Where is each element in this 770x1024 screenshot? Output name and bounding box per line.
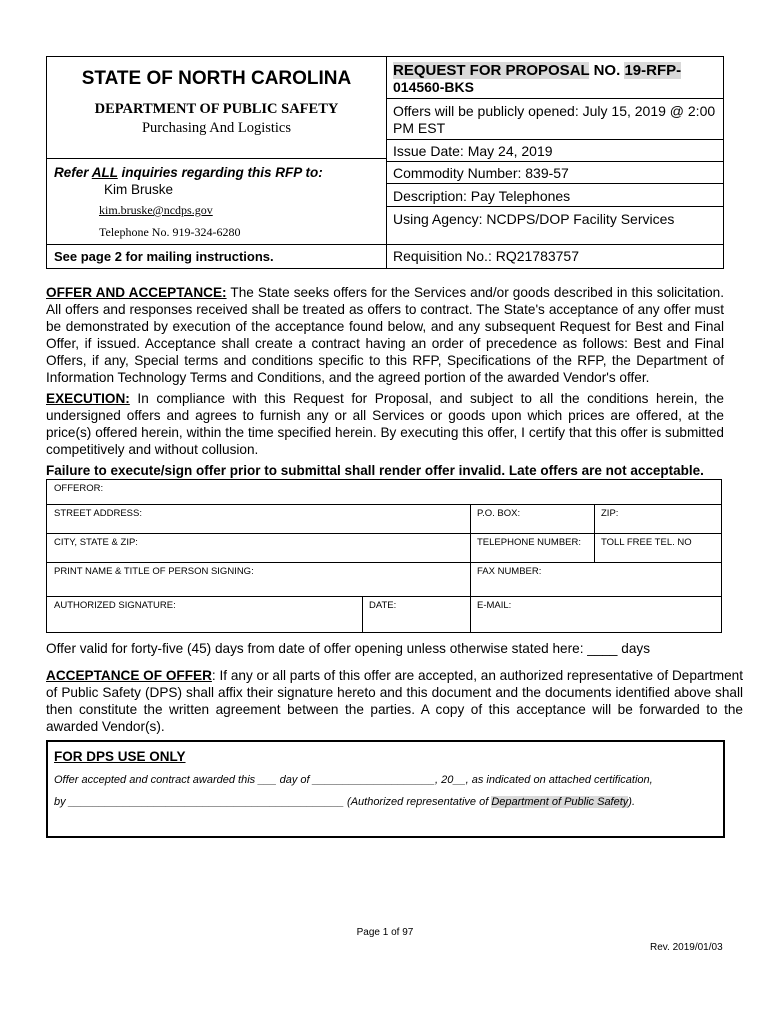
state-title: STATE OF NORTH CAROLINA bbox=[81, 68, 352, 89]
contact-name: Kim Bruske bbox=[104, 182, 174, 197]
signature-field[interactable]: AUTHORIZED SIGNATURE: bbox=[54, 600, 176, 611]
toll-free-field[interactable]: TOLL FREE TEL. NO bbox=[601, 537, 692, 548]
contact-email[interactable]: kim.bruske@ncdps.gov bbox=[99, 203, 213, 217]
contact-phone: Telephone No. 919-324-6280 bbox=[99, 225, 241, 239]
offeror-field[interactable]: OFFEROR: bbox=[54, 483, 104, 494]
print-name-field[interactable]: PRINT NAME & TITLE OF PERSON SIGNING: bbox=[54, 566, 254, 577]
telephone-field[interactable]: TELEPHONE NUMBER: bbox=[477, 537, 581, 548]
dps-heading: FOR DPS USE ONLY bbox=[54, 749, 186, 764]
rfp-title: REQUEST FOR PROPOSAL NO. 19-RFP- bbox=[393, 62, 682, 79]
mailing-instructions: See page 2 for mailing instructions. bbox=[54, 249, 274, 264]
dps-signature-line: by _____________________________________________ (Authorized representative of Department of Public Safety). bbox=[54, 796, 636, 808]
rfp-number: 014560-BKS bbox=[393, 79, 474, 95]
date-field[interactable]: DATE: bbox=[369, 600, 397, 611]
inquiries-label: Refer ALL inquiries regarding this RFP to: bbox=[54, 165, 323, 180]
zip-field[interactable]: ZIP: bbox=[601, 508, 619, 519]
fax-field[interactable]: FAX NUMBER: bbox=[477, 566, 542, 577]
description: Description: Pay Telephones bbox=[393, 188, 571, 204]
execution-paragraph: EXECUTION: In compliance with this Request for Proposal, and subject to all the conditions herein, the undersigned offers and agrees to furnish any or all Services or goods upon which prices are offered, at the price(s) offered herein, within the time specified herein. By executing this offer, I certify that this offer is submitted competitively and without collusion. bbox=[46, 391, 724, 457]
street-address-field[interactable]: STREET ADDRESS: bbox=[54, 508, 142, 519]
revision-date: Rev. 2019/01/03 bbox=[650, 942, 723, 953]
acceptance-paragraph: ACCEPTANCE OF OFFER: If any or all parts of this offer are accepted, an authorized representative of Department of Public Safety (DPS) shall affix their signature hereto and this document and the documents identified above shall then constitute the written agreement between the parties. A copy of this acceptance will be forwarded to the awarded Vendor(s). bbox=[46, 668, 743, 734]
page-number: Page 1 of 97 bbox=[356, 927, 414, 938]
issue-date: Issue Date: May 24, 2019 bbox=[393, 143, 553, 159]
offer-valid-text: Offer valid for forty-five (45) days from date of offer opening unless otherwise stated here: ____ days bbox=[46, 641, 650, 656]
using-agency: Using Agency: NCDPS/DOP Facility Services bbox=[393, 211, 675, 227]
email-field[interactable]: E-MAIL: bbox=[477, 600, 512, 611]
offers-opened: Offers will be publicly opened: July 15, 2019 @ 2:00 PM EST bbox=[393, 103, 716, 136]
division-name: Purchasing And Logistics bbox=[141, 120, 292, 136]
city-state-zip-field[interactable]: CITY, STATE & ZIP: bbox=[54, 537, 138, 548]
po-box-field[interactable]: P.O. BOX: bbox=[477, 508, 521, 519]
dps-acceptance-line: Offer accepted and contract awarded this ___ day of ____________________, 20__, as indicated on attached certification, bbox=[54, 774, 653, 786]
requisition-number: Requisition No.: RQ21783757 bbox=[393, 248, 580, 264]
department-name: DEPARTMENT OF PUBLIC SAFETY bbox=[94, 101, 339, 117]
failure-notice: Failure to execute/sign offer prior to submittal shall render offer invalid. Late offers are not acceptable. bbox=[46, 463, 704, 478]
commodity-number: Commodity Number: 839-57 bbox=[393, 165, 569, 181]
offer-acceptance-paragraph: OFFER AND ACCEPTANCE: The State seeks offers for the Services and/or goods described in this solicitation. All offers and responses received shall be treated as offers to contract. The State's acceptance of any offer must be demonstrated by execution of the acceptance found below, and any subsequent Request for Best and Final Offer, if issued. Acceptance shall create a contract having an order of precedence as follows: Best and Final Offers, if any, Special terms and conditions specific to this RFP, Specifications of the RFP, the Department of Information Technology Terms and Conditions, and the agreed portion of the awarded Vendor's offer. bbox=[46, 285, 725, 385]
